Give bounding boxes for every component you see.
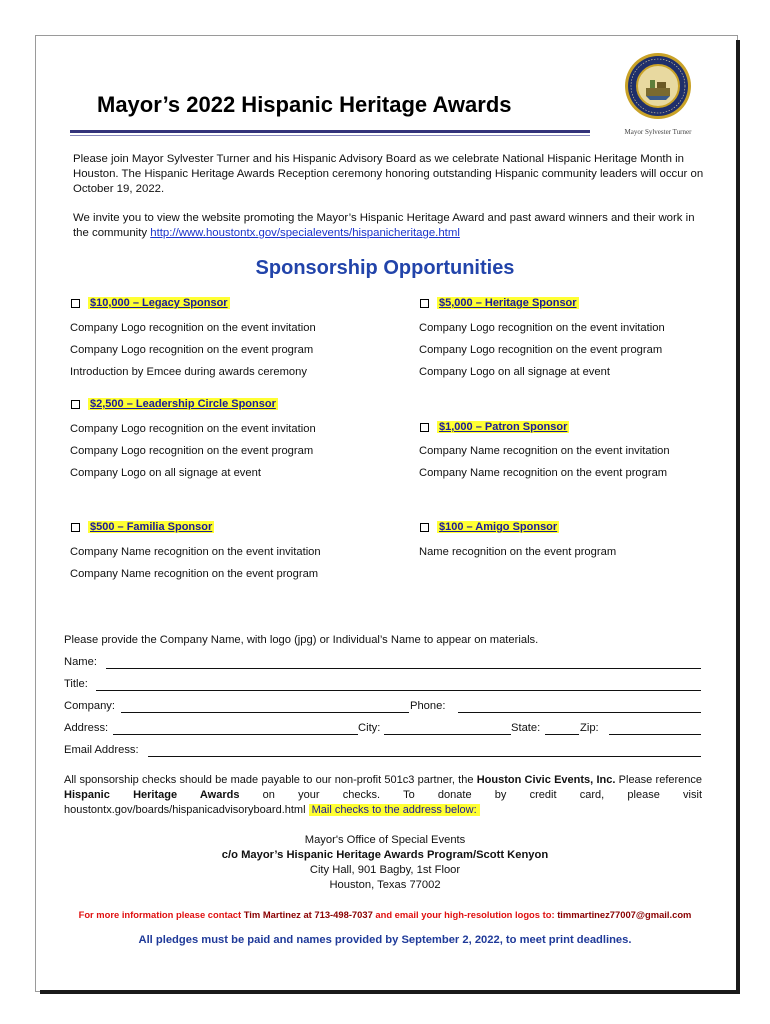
tier-familia[interactable] [71, 521, 214, 533]
benefit-item: Company Name recognition on the event invitation [419, 445, 670, 457]
tier-leadership-circle[interactable] [71, 398, 278, 410]
tier-patron[interactable] [420, 421, 569, 433]
checkbox-leadership-circle[interactable] [71, 400, 80, 409]
checkbox-patron[interactable] [420, 423, 429, 432]
checks-text-2: Please reference [615, 774, 703, 786]
address-field[interactable] [113, 734, 358, 735]
address-line-3: City Hall, 901 Bagby, 1st Floor [309, 864, 461, 876]
contact-name-phone: Tim Martinez at 713-498-7037 [243, 909, 373, 920]
name-field[interactable] [106, 668, 701, 669]
address-label: Address: [64, 722, 109, 734]
tier-legacy[interactable] [71, 297, 230, 309]
mail-checks-highlight: Mail checks to the address below: [309, 804, 480, 816]
benefit-item: Company Logo on all signage at event [419, 366, 610, 378]
email-label: Email Address: [64, 744, 139, 756]
tier-patron-label: $1,000 – Patron Sponsor [439, 421, 568, 433]
tier-legacy-label: $10,000 – Legacy Sponsor [90, 297, 228, 309]
page-title: Mayor’s 2022 Hispanic Heritage Awards [97, 92, 512, 117]
benefit-item: Company Name recognition on the event invitation [70, 546, 321, 558]
zip-label: Zip: [580, 722, 599, 734]
checks-paragraph [64, 773, 702, 818]
deadline-note: All pledges must be paid and names provided by September 2, 2022, to meet print deadlines. [138, 934, 632, 946]
benefit-item: Company Logo on all signage at event [70, 467, 261, 479]
company-field[interactable] [121, 712, 409, 713]
address-line-4: Houston, Texas 77002 [329, 879, 441, 891]
benefit-item: Name recognition on the event program [419, 546, 617, 558]
benefit-item: Company Logo recognition on the event invitation [419, 322, 665, 334]
checkbox-amigo[interactable] [420, 523, 429, 532]
checks-reference: Hispanic Heritage Awards [64, 789, 240, 801]
zip-field[interactable] [609, 734, 701, 735]
website-link[interactable]: http://www.houstontx.gov/specialevents/hispanicheritage.html [150, 227, 460, 239]
benefit-item: Company Logo recognition on the event program [419, 344, 663, 356]
seal-caption: Mayor Sylvester Turner [624, 128, 692, 136]
checkbox-heritage[interactable] [420, 299, 429, 308]
company-label: Company: [64, 700, 115, 712]
city-label: City: [358, 722, 381, 734]
title-field[interactable] [96, 690, 701, 691]
phone-field[interactable] [458, 712, 701, 713]
contact-text-2: and email your high-resolution logos to: [372, 909, 558, 920]
tier-leadership-circle-label: $2,500 – Leadership Circle Sponsor [90, 398, 276, 410]
benefit-item: Company Logo recognition on the event program [70, 445, 314, 457]
contact-text-1: For more information please contact [78, 909, 244, 920]
tier-amigo-label: $100 – Amigo Sponsor [439, 521, 558, 533]
checks-text-3: on your checks. To donate by credit card, please visit houstontx.gov/boards/hispanicadvisoryboard.html [64, 789, 702, 816]
tier-amigo[interactable] [420, 521, 559, 533]
checks-payee: Houston Civic Events, Inc. [476, 774, 616, 786]
title-label: Title: [64, 678, 88, 690]
email-field[interactable] [148, 756, 701, 757]
benefit-item: Company Name recognition on the event program [70, 568, 319, 580]
address-line-1: Mayor's Office of Special Events [304, 834, 466, 846]
checks-text-1: All sponsorship checks should be made payable to our non-profit 501c3 partner, the [64, 774, 477, 786]
checkbox-familia[interactable] [71, 523, 80, 532]
name-label: Name: [64, 656, 97, 668]
title-rule [70, 130, 590, 133]
tier-familia-label: $500 – Familia Sponsor [90, 521, 213, 533]
city-field[interactable] [384, 734, 511, 735]
benefit-item: Company Logo recognition on the event invitation [70, 423, 316, 435]
website-paragraph [73, 211, 705, 241]
sponsorship-heading: Sponsorship Opportunities [255, 257, 515, 279]
address-line-2: c/o Mayor’s Hispanic Heritage Awards Program/Scott Kenyon [221, 849, 549, 861]
contact-line [0, 909, 770, 920]
benefit-item: Company Logo recognition on the event invitation [70, 322, 316, 334]
contact-email[interactable]: timmartinez77007@gmail.com [557, 909, 692, 920]
title-rule-thin [70, 135, 590, 136]
tier-heritage-label: $5,000 – Heritage Sponsor [439, 297, 577, 309]
form-instruction: Please provide the Company Name, with logo (jpg) or Individual’s Name to appear on materials. [64, 634, 539, 646]
page-shadow-bottom [40, 990, 740, 994]
checkbox-legacy[interactable] [71, 299, 80, 308]
city-seal-icon [624, 52, 692, 120]
benefit-item: Company Logo recognition on the event program [70, 344, 314, 356]
website-text: We invite you to view the website promoting the Mayor’s Hispanic Heritage Award and past award winners and their work in the community [73, 212, 695, 239]
tier-heritage[interactable] [420, 297, 579, 309]
mailing-address [0, 833, 770, 893]
benefit-item: Company Name recognition on the event program [419, 467, 668, 479]
intro-paragraph: Please join Mayor Sylvester Turner and his Hispanic Advisory Board as we celebrate National Hispanic Heritage Month in Houston. The Hispanic Heritage Awards Reception ceremony honoring outstanding Hispanic community leaders will occur on October 19, 2022. [73, 153, 704, 195]
state-field[interactable] [545, 734, 579, 735]
phone-label: Phone: [410, 700, 446, 712]
benefit-item: Introduction by Emcee during awards ceremony [70, 366, 307, 378]
state-label: State: [511, 722, 541, 734]
